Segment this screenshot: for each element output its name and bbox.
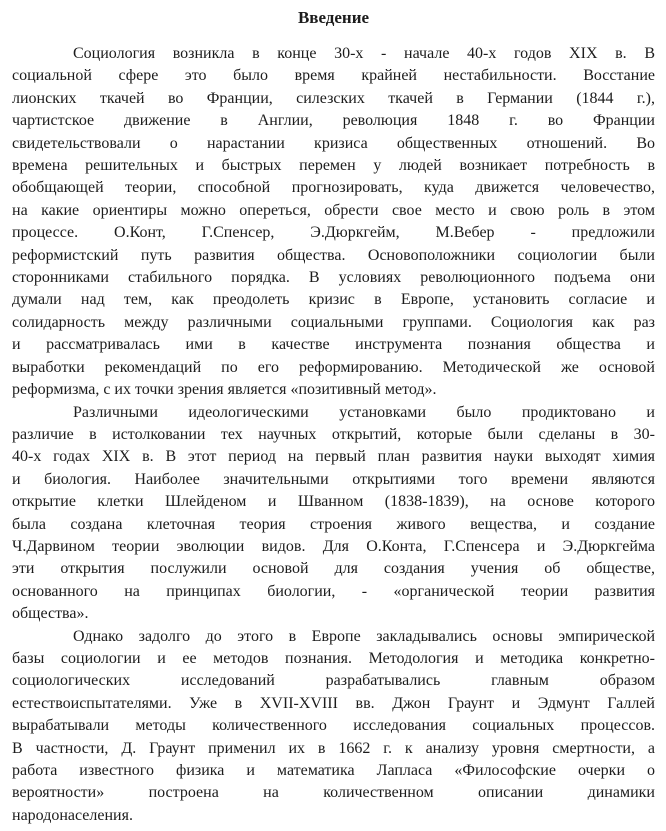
text-line: времена решительных и быстрых перемен у людей возникает потребность в — [12, 157, 655, 175]
text-line: общества». — [12, 605, 89, 623]
text-line: выработки рекомендаций по его реформированию. Методической же основой — [12, 358, 655, 376]
text-line: народонаселения. — [12, 806, 133, 824]
text-line: 40-х годах XIX в. В этот период на первый план развития науки выходят химия — [12, 448, 655, 466]
text-line: вероятности» построена на количественном описании динамики — [12, 784, 655, 802]
text-line: вырабатывали методы количественного исследования социальных процессов. — [12, 717, 655, 735]
text-line: социальной сфере это было время крайней нестабильности. Восстание — [12, 67, 655, 85]
text-line: работа известного физика и математика Лапласа «Философские очерки о — [12, 762, 655, 779]
text-line: и биология. Наиболее значительными открытиями того времени являются — [12, 470, 655, 488]
text-line: на какие ориентиры можно опереться, обрести свое место и свою роль в этом — [12, 201, 655, 219]
text-line: свидетельствовали о нарастании кризиса общественных отношений. Во — [12, 134, 655, 152]
text-line: Ч.Дарвином теории эволюции видов. Для О.Конта, Г.Спенсера и Э.Дюркгейма — [12, 537, 655, 555]
paragraph — [12, 402, 655, 626]
text-line: и рассматривалась ими в качестве инструмента познания общества и — [12, 336, 655, 354]
text-line: Различными идеологическими установками было продиктовано и — [73, 403, 655, 421]
text-line: реформистский путь развития общества. Основоположники социологии были — [12, 246, 655, 264]
document-body — [12, 43, 655, 827]
text-line: базы социологии и ее методов познания. Методология и методика конкретно- — [12, 649, 655, 667]
text-line: Социология возникла в конце 30-х - начале 40-х годов XIX в. В — [73, 45, 655, 62]
text-line: сторонниками стабильного порядка. В условиях революционного подъема они — [12, 269, 655, 287]
text-line: В частности, Д. Граунт применил их в 1662 г. к анализу уровня смертности, а — [12, 739, 655, 757]
text-line: реформизма, с их точки зрения является «позитивный метод». — [12, 381, 437, 399]
text-line: социологических исследований разрабатывались главным образом — [12, 672, 655, 690]
paragraph — [12, 626, 655, 828]
text-line: была создана клеточная теория строения живого вещества, и создание — [12, 515, 655, 533]
text-line: думали над тем, как преодолеть кризис в Европе, установить согласие и — [12, 291, 655, 309]
text-line: чартистское движение в Англии, революция 1848 г. во Франции — [12, 112, 655, 130]
text-line: обобщающей теории, способной прогнозировать, куда движется человечество, — [12, 179, 655, 197]
text-line: лионских ткачей во Франции, силезских ткачей в Германии (1844 г.), — [12, 89, 655, 107]
text-line: солидарность между различными социальными группами. Социология как раз — [12, 313, 655, 331]
text-line: различие в истолковании тех научных открытий, которые были сделаны в 30- — [12, 425, 655, 443]
text-line: Однако задолго до этого в Европе закладывались основы эмпирической — [73, 627, 655, 645]
text-line: естествоиспытателями. Уже в XVII-XVIII вв. Джон Граунт и Эдмунт Галлей — [12, 694, 655, 712]
text-line: процессе. О.Конт, Г.Спенсер, Э.Дюркгейм, М.Вебер - предложили — [12, 224, 655, 242]
text-line: эти открытия послужили основой для создания учения об обществе, — [12, 560, 655, 578]
paragraph — [12, 43, 655, 402]
text-line: открытие клетки Шлейденом и Шванном (1838-1839), на основе которого — [12, 493, 655, 511]
text-line: основанного на принципах биологии, - «органической теории развития — [12, 582, 655, 600]
page-title: Введение — [297, 8, 370, 27]
